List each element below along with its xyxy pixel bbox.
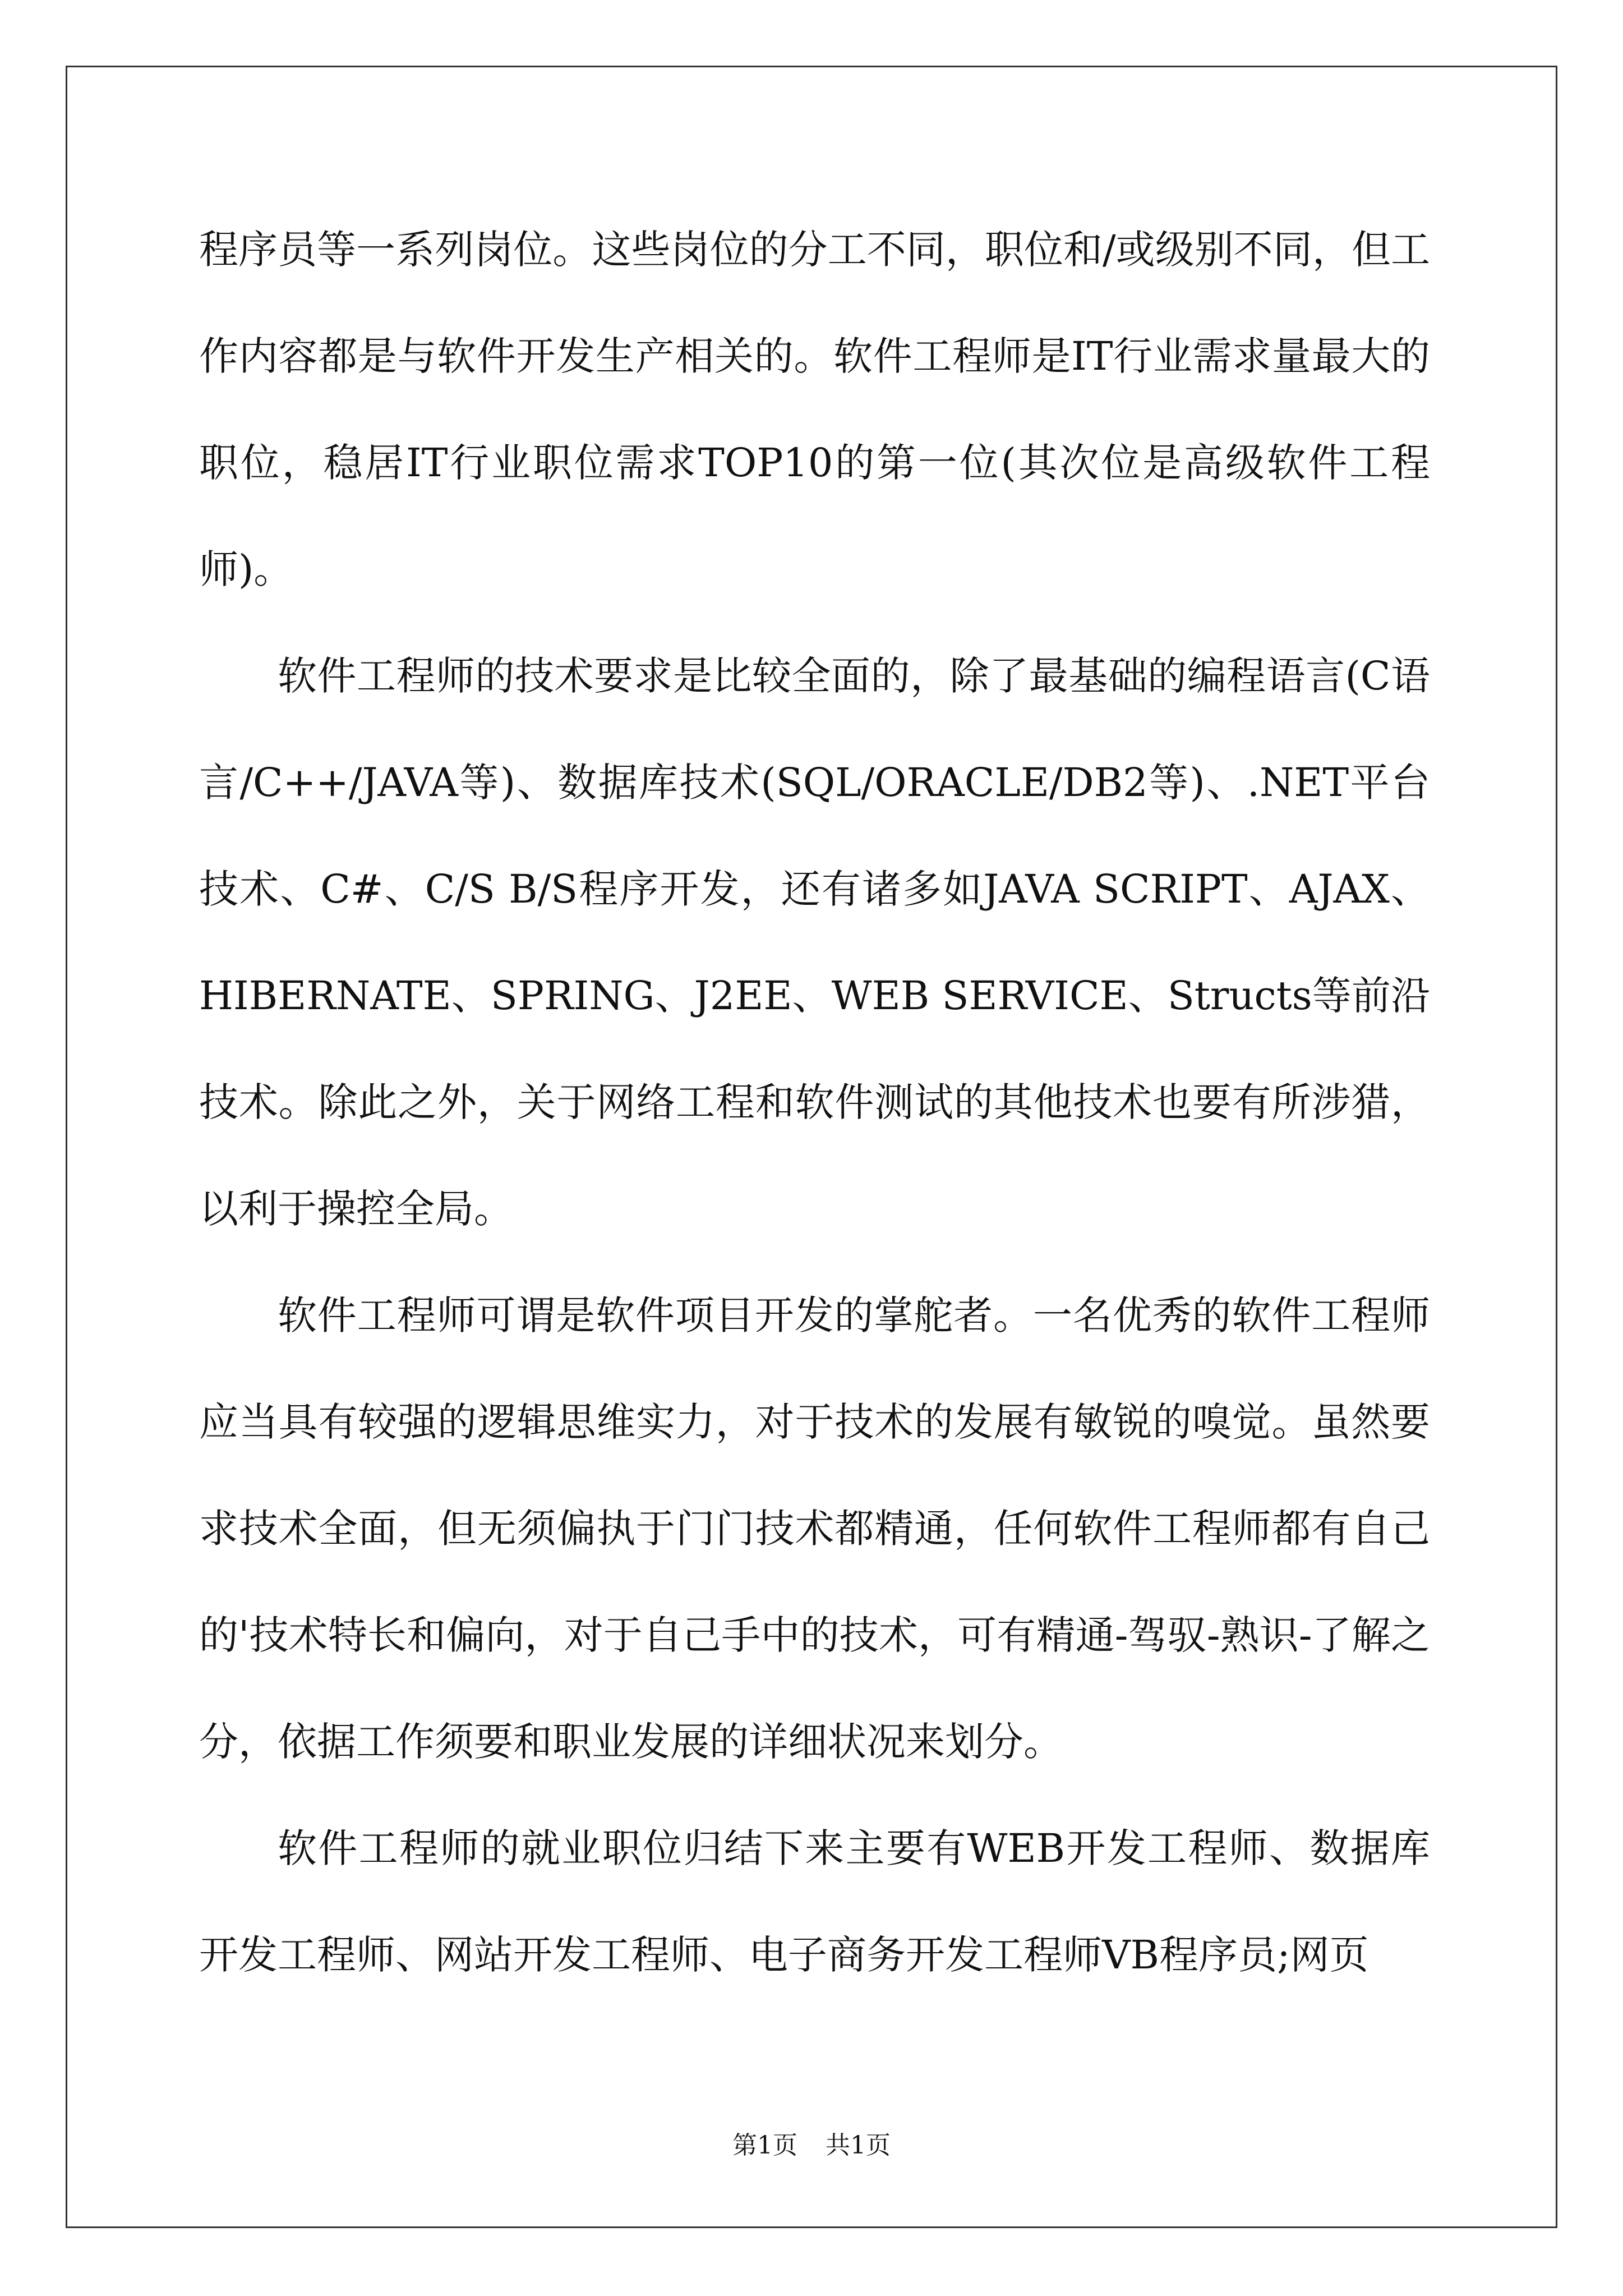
paragraph-2: 软件工程师的技术要求是比较全面的，除了最基础的编程语言(C语言/C++/JAVA等)、数据库技术(SQL/ORACLE/DB2等)、.NET平台技术、C#、C/S B/S程序开发，还有诸多如JAVA SCRIPT、AJAX、HIBERNATE、SPRING、J2EE、WEB SERVICE、Structs等前沿技术。除此之外，关于网络工程和软件测试的其他技术也要有所涉猎，以利于操控全局。	[199, 653, 1430, 1232]
paragraph-4: 软件工程师的就业职位归结下来主要有WEB开发工程师、数据库开发工程师、网站开发工程师、电子商务开发工程师VB程序员;网页	[199, 1825, 1430, 1978]
page-number-total: 共1页	[826, 2131, 891, 2160]
document-body	[199, 196, 1430, 2008]
paragraph-1: 程序员等一系列岗位。这些岗位的分工不同，职位和/或级别不同，但工作内容都是与软件开发生产相关的。软件工程师是IT行业需求量最大的职位，稳居IT行业职位需求TOP10的第一位(其次位是高级软件工程师)。	[199, 227, 1430, 592]
paragraph-3: 软件工程师可谓是软件项目开发的掌舵者。一名优秀的软件工程师应当具有较强的逻辑思维实力，对于技术的发展有敏锐的嗅觉。虽然要求技术全面，但无须偏执于门门技术都精通，任何软件工程师都有自己的'技术特长和偏向，对于自己手中的技术，可有精通-驾驭-熟识-了解之分，依据工作须要和职业发展的详细状况来划分。	[199, 1292, 1430, 1765]
page-number-current: 第1页	[732, 2131, 797, 2160]
page-footer	[0, 2129, 1623, 2162]
